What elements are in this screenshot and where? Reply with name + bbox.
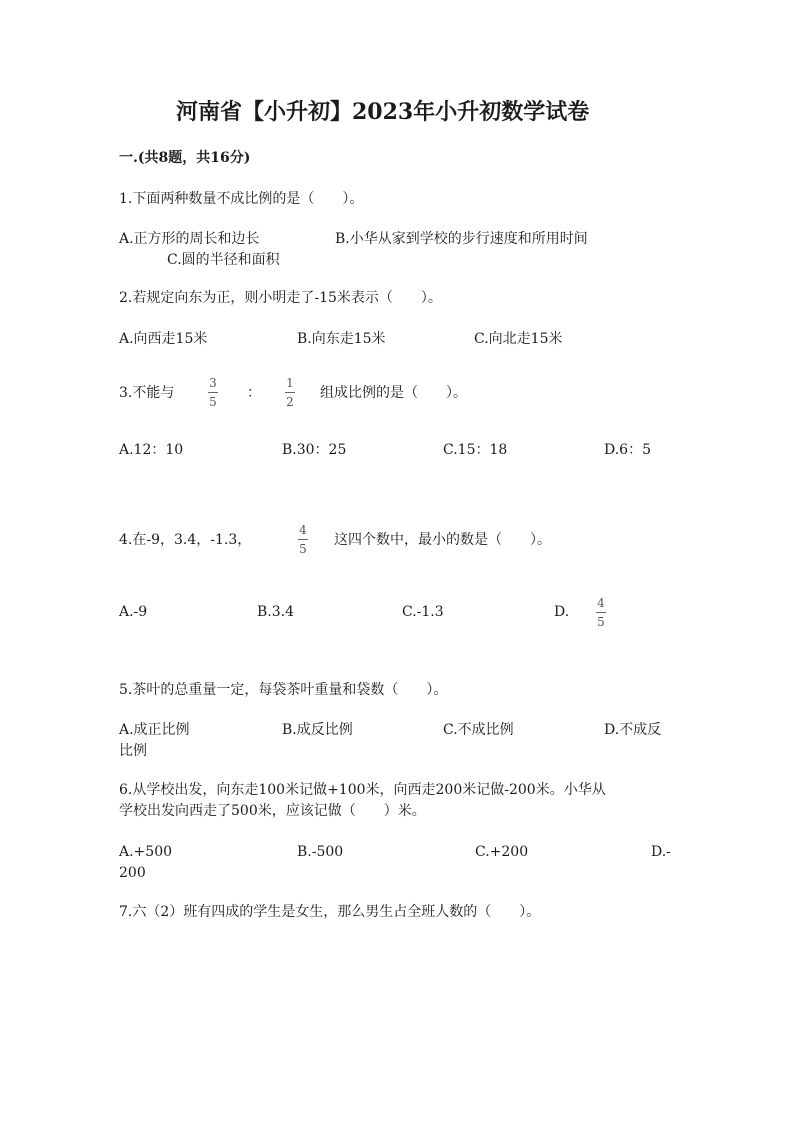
question-3-fraction-1 <box>208 376 218 409</box>
question-1-stem: 1.下面两种数量不成比例的是（ ）。 <box>119 191 364 207</box>
question-2-option-a: A.向西走15米 <box>119 331 208 347</box>
fraction-bar <box>596 612 606 613</box>
fraction-denominator: 5 <box>597 615 605 629</box>
question-3-option-b: B.30：25 <box>282 442 347 458</box>
question-6-option-b: B.-500 <box>297 844 344 860</box>
question-5-option-c: C.不成比例 <box>443 722 514 738</box>
fraction-numerator: 1 <box>286 376 294 390</box>
page-title: 河南省【小升初】2023年小升初数学试卷 <box>176 99 590 125</box>
question-4-option-b: B.3.4 <box>257 604 295 620</box>
question-6-option-c: C.+200 <box>475 844 529 860</box>
question-5-option-b: B.成反比例 <box>282 722 353 738</box>
question-2-option-c: C.向北走15米 <box>474 331 563 347</box>
fraction-bar <box>298 539 308 540</box>
question-3-colon: ： <box>247 385 261 401</box>
question-6-option-d-wrap: 200 <box>119 865 146 881</box>
question-1-option-c: C.圆的半径和面积 <box>167 252 280 268</box>
question-2-stem: 2.若规定向东为正，则小明走了-15米表示（ ）。 <box>119 290 442 306</box>
fraction-denominator: 5 <box>299 542 307 556</box>
question-3-option-a: A.12：10 <box>119 442 184 458</box>
question-4-option-d: D. <box>554 604 570 620</box>
question-5-option-a: A.成正比例 <box>119 722 190 738</box>
question-6-stem-line-2: 学校出发向西走了500米，应该记做（ ）米。 <box>119 803 426 819</box>
question-4-option-a: A.-9 <box>119 604 148 620</box>
fraction-denominator: 2 <box>286 395 294 409</box>
question-4-suffix: 这四个数中，最小的数是（ ）。 <box>334 532 551 548</box>
question-5-option-d: D.不成反 <box>604 722 662 738</box>
question-3-fraction-2 <box>285 376 295 409</box>
question-5-option-d-wrap: 比例 <box>119 743 147 759</box>
fraction-denominator: 5 <box>209 395 217 409</box>
fraction-numerator: 3 <box>209 376 217 390</box>
question-6-option-a: A.+500 <box>119 844 173 860</box>
question-4-option-d-fraction <box>596 596 606 629</box>
question-4-option-c: C.-1.3 <box>402 604 444 620</box>
fraction-numerator: 4 <box>597 596 605 610</box>
question-4-prefix: 4.在-9，3.4，-1.3， <box>119 532 252 548</box>
question-6-stem-line-1: 6.从学校出发，向东走100米记做+100米，向西走200米记做-200米。小华从 <box>119 782 606 798</box>
question-4-fraction <box>298 523 308 556</box>
question-3-prefix: 3.不能与 <box>119 385 175 401</box>
question-6-option-d: D.- <box>651 844 671 860</box>
fraction-bar <box>208 392 218 393</box>
question-2-option-b: B.向东走15米 <box>297 331 386 347</box>
question-5-stem: 5.茶叶的总重量一定，每袋茶叶重量和袋数（ ）。 <box>119 682 448 698</box>
question-3-option-d: D.6：5 <box>604 442 651 458</box>
section-header: 一.(共8题，共16分) <box>119 150 251 166</box>
fraction-numerator: 4 <box>299 523 307 537</box>
question-1-option-b: B.小华从家到学校的步行速度和所用时间 <box>335 231 588 247</box>
question-3-suffix: 组成比例的是（ ）。 <box>320 385 467 401</box>
question-3-option-c: C.15：18 <box>443 442 508 458</box>
fraction-bar <box>285 392 295 393</box>
question-1-option-a: A.正方形的周长和边长 <box>119 231 260 247</box>
question-7-stem: 7.六（2）班有四成的学生是女生，那么男生占全班人数的（ ）。 <box>119 904 541 920</box>
